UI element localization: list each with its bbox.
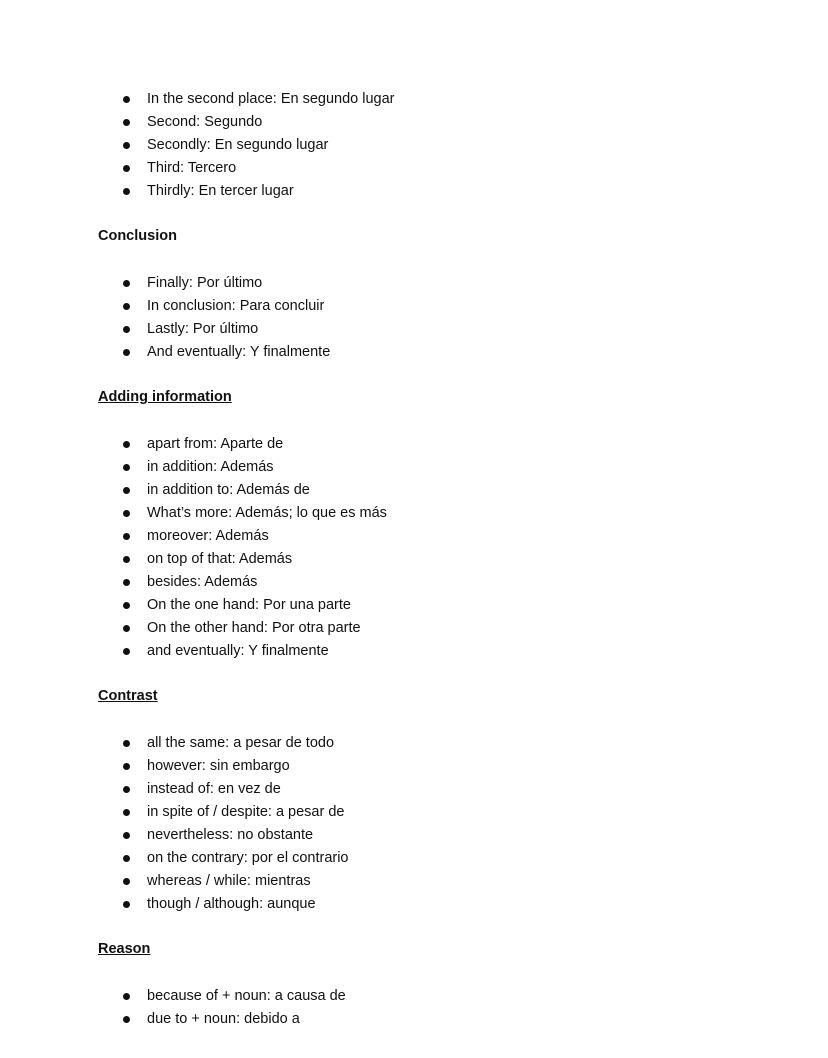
list-item-text: though / although: aunque — [147, 896, 316, 912]
list-item-text: however: sin embargo — [147, 758, 290, 774]
list-item — [98, 479, 778, 502]
list-item — [98, 1008, 778, 1031]
list-item — [98, 341, 778, 364]
bullet-icon — [123, 901, 130, 908]
bullet-icon — [123, 878, 130, 885]
list-item — [98, 134, 778, 157]
list-item-text: because of + noun: a causa de — [147, 988, 346, 1004]
bullet-icon — [123, 303, 130, 310]
bullet-icon — [123, 1016, 130, 1023]
list-item — [98, 88, 778, 111]
bullet-list — [98, 732, 778, 916]
list-item — [98, 801, 778, 824]
list-item-text: Secondly: En segundo lugar — [147, 137, 329, 153]
list-item-text: on the contrary: por el contrario — [147, 850, 349, 866]
list-item-text: on top of that: Además — [147, 551, 293, 567]
list-item — [98, 456, 778, 479]
list-item-text: On the one hand: Por una parte — [147, 597, 351, 613]
list-item-text: In the second place: En segundo lugar — [147, 91, 395, 107]
list-item — [98, 824, 778, 847]
document-page — [98, 88, 778, 1031]
list-item-text: due to + noun: debido a — [147, 1011, 300, 1027]
list-item-text: On the other hand: Por otra parte — [147, 620, 361, 636]
bullet-icon — [123, 326, 130, 333]
list-item-text: In conclusion: Para concluir — [147, 298, 325, 314]
list-item — [98, 617, 778, 640]
bullet-icon — [123, 809, 130, 816]
section-contrast — [98, 686, 778, 939]
bullet-icon — [123, 625, 130, 632]
list-item-text: whereas / while: mientras — [147, 873, 311, 889]
list-item-text: And eventually: Y finalmente — [147, 344, 331, 360]
bullet-list — [98, 985, 778, 1031]
bullet-icon — [123, 763, 130, 770]
section-heading-reason: Reason — [98, 941, 151, 957]
list-item — [98, 778, 778, 801]
list-item-text: Third: Tercero — [147, 160, 237, 176]
list-item — [98, 433, 778, 456]
list-item-text: in addition to: Además de — [147, 482, 310, 498]
section-heading-contrast: Contrast — [98, 688, 158, 704]
bullet-icon — [123, 464, 130, 471]
list-item-text: Finally: Por último — [147, 275, 263, 291]
bullet-icon — [123, 349, 130, 356]
bullet-icon — [123, 740, 130, 747]
bullet-list — [98, 272, 778, 364]
bullet-icon — [123, 832, 130, 839]
list-item-text: nevertheless: no obstante — [147, 827, 314, 843]
list-item — [98, 732, 778, 755]
section-heading-conclusion: Conclusion — [98, 228, 177, 244]
list-item — [98, 640, 778, 663]
bullet-icon — [123, 786, 130, 793]
bullet-list — [98, 433, 778, 663]
section-ordinals — [98, 88, 778, 226]
list-item-text: Thirdly: En tercer lugar — [147, 183, 294, 199]
list-item — [98, 111, 778, 134]
list-item — [98, 295, 778, 318]
list-item-text: apart from: Aparte de — [147, 436, 284, 452]
section-conclusion — [98, 226, 778, 387]
bullet-icon — [123, 602, 130, 609]
bullet-icon — [123, 556, 130, 563]
list-item-text: instead of: en vez de — [147, 781, 281, 797]
bullet-icon — [123, 533, 130, 540]
section-adding-information — [98, 387, 778, 686]
list-item — [98, 525, 778, 548]
bullet-list — [98, 88, 778, 203]
bullet-icon — [123, 510, 130, 517]
list-item — [98, 157, 778, 180]
list-item — [98, 870, 778, 893]
list-item — [98, 180, 778, 203]
list-item-text: besides: Además — [147, 574, 258, 590]
bullet-icon — [123, 188, 130, 195]
bullet-icon — [123, 119, 130, 126]
list-item — [98, 985, 778, 1008]
bullet-icon — [123, 487, 130, 494]
list-item — [98, 594, 778, 617]
list-item-text: in spite of / despite: a pesar de — [147, 804, 345, 820]
bullet-icon — [123, 993, 130, 1000]
list-item — [98, 318, 778, 341]
bullet-icon — [123, 648, 130, 655]
list-item — [98, 502, 778, 525]
bullet-icon — [123, 142, 130, 149]
list-item — [98, 571, 778, 594]
list-item-text: all the same: a pesar de todo — [147, 735, 335, 751]
bullet-icon — [123, 280, 130, 287]
section-reason — [98, 939, 778, 1031]
list-item — [98, 272, 778, 295]
bullet-icon — [123, 441, 130, 448]
list-item-text: Second: Segundo — [147, 114, 263, 130]
list-item-text: What’s more: Además; lo que es más — [147, 505, 387, 521]
list-item — [98, 755, 778, 778]
bullet-icon — [123, 579, 130, 586]
bullet-icon — [123, 165, 130, 172]
list-item-text: and eventually: Y finalmente — [147, 643, 329, 659]
bullet-icon — [123, 96, 130, 103]
list-item-text: moreover: Además — [147, 528, 269, 544]
list-item — [98, 893, 778, 916]
list-item-text: Lastly: Por último — [147, 321, 259, 337]
list-item — [98, 548, 778, 571]
list-item — [98, 847, 778, 870]
section-heading-adding-information: Adding information — [98, 389, 232, 405]
bullet-icon — [123, 855, 130, 862]
list-item-text: in addition: Además — [147, 459, 274, 475]
